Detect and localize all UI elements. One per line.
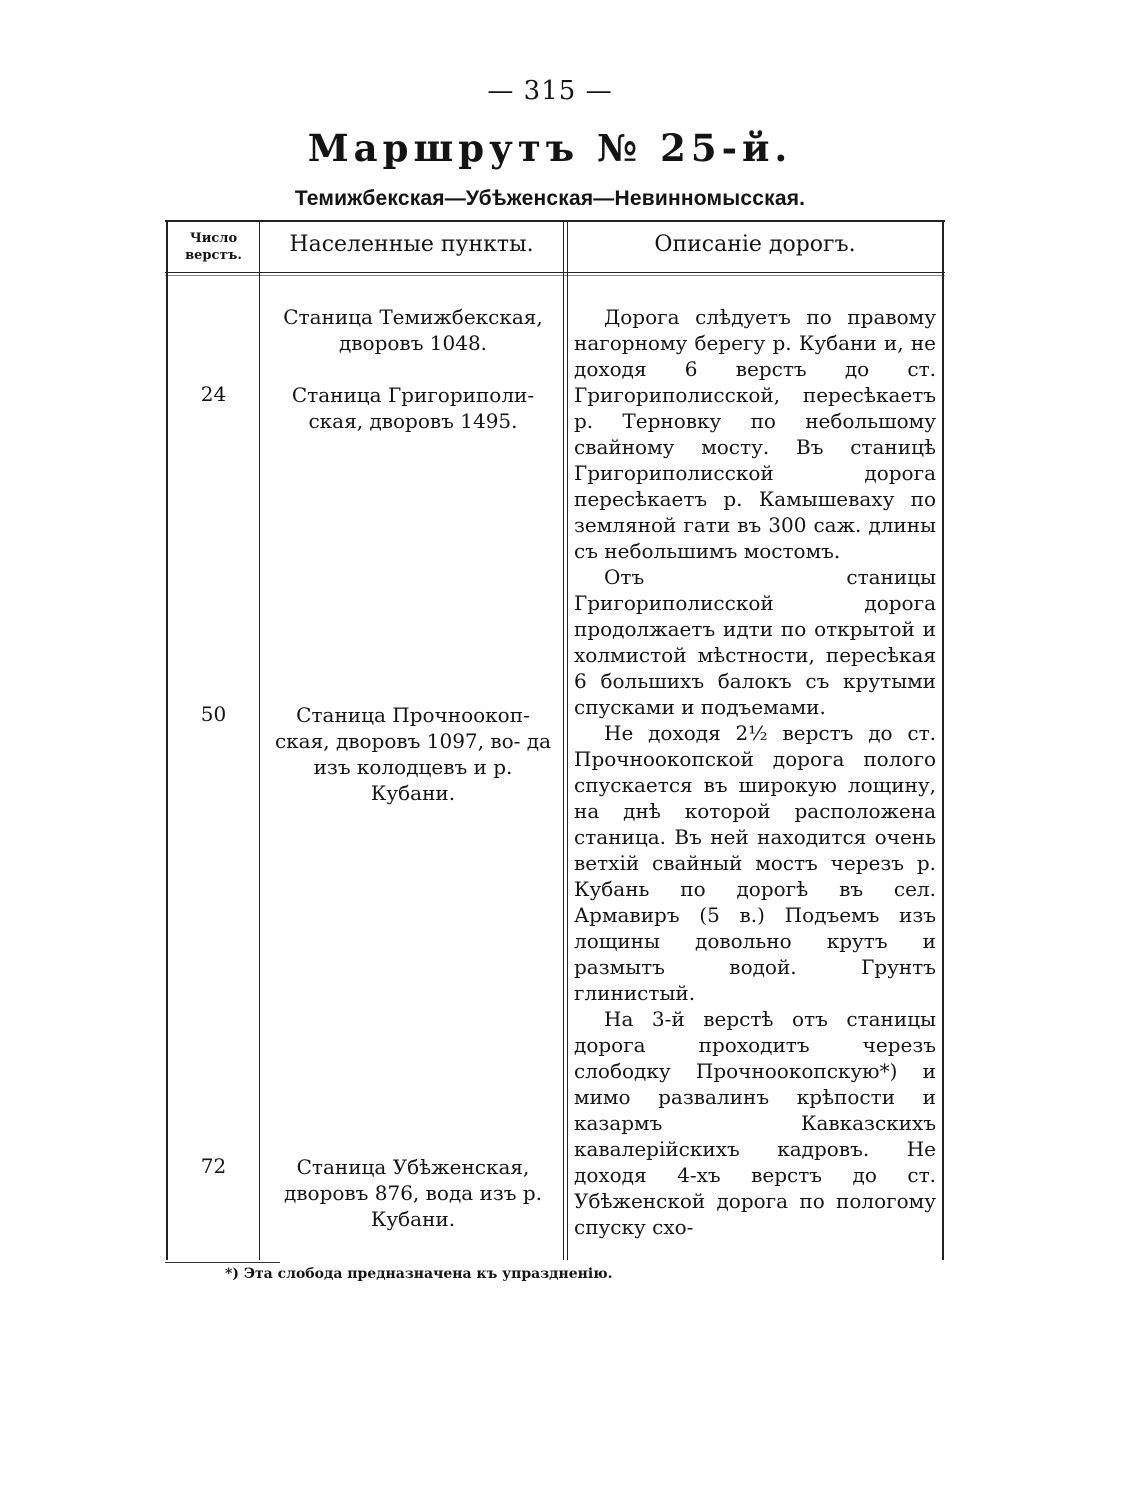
description-paragraph: Отъ станицы Григориполисской дорога продолжаетъ идти по открытой и холмистой мѣстности, пересѣкая 6 большихъ балокъ съ крутыми спусками и подъемами. xyxy=(574,565,936,719)
header-rule xyxy=(165,272,945,273)
footnote-rule xyxy=(165,1262,280,1263)
route-subtitle: Темижбекская—Убѣженская—Невинномысская. xyxy=(294,187,806,210)
place-entry: Станица Прочноокоп- ская, дворовъ 1097, во- да изъ колодцевъ и р. Кубани. xyxy=(274,703,552,805)
column-divider-1 xyxy=(259,220,260,1260)
table-top-rule xyxy=(165,220,945,222)
page-number: — 315 — xyxy=(487,76,613,106)
table-left-rule xyxy=(166,220,168,1260)
footnote: *) Эта слобода предназначена къ упраздненію. xyxy=(225,1266,613,1282)
header-roads: Описаніе дорогъ. xyxy=(654,232,856,257)
column-divider-2-double xyxy=(567,220,568,1260)
place-entry: Станица Убѣженская, дворовъ 876, вода изъ р. Кубани. xyxy=(283,1155,543,1231)
column-divider-2 xyxy=(563,220,564,1260)
place-entry: Станица Темижбекская, дворовъ 1048. xyxy=(283,305,543,355)
distance-value: 72 xyxy=(200,1154,227,1178)
header-rule-secondary xyxy=(165,275,945,276)
description-paragraph: Не доходя 2½ верстъ до ст. Прочноокопской дорога полого спускается въ широкую лощину, на днѣ которой расположена станица. Въ ней находится очень ветхій свайный мостъ черезъ р. Кубань по дорогѣ въ сел. Армавиръ (5 в.) Подъемъ изъ лощины довольно крутъ и размытъ водой. Грунтъ глинистый. xyxy=(574,721,936,1005)
distance-value: 50 xyxy=(200,702,227,726)
place-entry: Станица Григориполи- ская, дворовъ 1495. xyxy=(291,383,535,433)
description-paragraph: Дорога слѣдуетъ по правому нагорному берегу р. Кубани и, не доходя 6 верстъ до ст. Григориполисской, пересѣкаетъ р. Терновку по небольшому свайному мосту. Въ станицѣ Григориполисской дорога пересѣкаетъ р. Камышеваху по земляной гати въ 300 саж. длины съ небольшимъ мостомъ. xyxy=(574,305,936,563)
road-description xyxy=(574,304,936,1240)
route-title: Маршрутъ № 25-й. xyxy=(307,126,793,170)
table-right-rule xyxy=(942,220,944,1260)
header-places: Населенные пункты. xyxy=(289,232,534,257)
description-paragraph: На 3-й верстѣ отъ станицы дорога проходитъ черезъ слободку Прочноокопскую*) и мимо развалинъ крѣпости и казармъ Кавказскихъ кавалерійскихъ кадровъ. Не доходя 4-хъ верстъ до ст. Убѣженской дорога по пологому спуску схо- xyxy=(574,1007,936,1239)
distance-value: 24 xyxy=(200,382,227,406)
header-versts: Число верстъ. xyxy=(185,231,242,263)
